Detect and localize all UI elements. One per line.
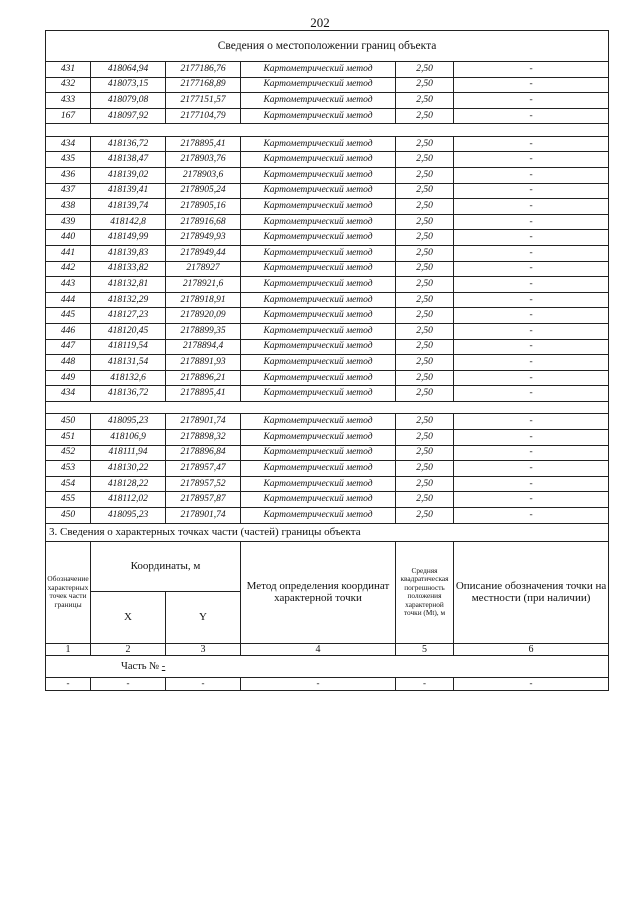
y-coordinate-cell: 2177168,89: [166, 77, 241, 93]
separator-cell: [46, 401, 609, 414]
method-cell: Картометрический метод: [241, 461, 396, 477]
y-coordinate-cell: 2178957,47: [166, 461, 241, 477]
description-cell: -: [454, 461, 609, 477]
header-point-designation: Обозначение характерных точек части границы: [46, 541, 91, 643]
description-cell: -: [454, 292, 609, 308]
method-cell: Картометрический метод: [241, 152, 396, 168]
point-number-cell: 442: [46, 261, 91, 277]
accuracy-cell: 2,50: [396, 430, 454, 446]
method-cell: Картометрический метод: [241, 324, 396, 340]
accuracy-cell: 2,50: [396, 136, 454, 152]
table-row: [46, 108, 609, 124]
method-cell: Картометрический метод: [241, 355, 396, 371]
table-row: [46, 136, 609, 152]
method-cell: Картометрический метод: [241, 508, 396, 524]
column-number: 2: [91, 643, 166, 655]
empty-cell: -: [166, 677, 241, 690]
description-cell: -: [454, 277, 609, 293]
table-row: [46, 152, 609, 168]
table-row: [46, 492, 609, 508]
x-coordinate-cell: 418133,82: [91, 261, 166, 277]
method-cell: Картометрический метод: [241, 230, 396, 246]
point-number-cell: 451: [46, 430, 91, 446]
accuracy-cell: 2,50: [396, 476, 454, 492]
accuracy-cell: 2,50: [396, 77, 454, 93]
point-number-cell: 446: [46, 324, 91, 340]
description-cell: -: [454, 168, 609, 184]
x-coordinate-cell: 418136,72: [91, 386, 166, 402]
accuracy-cell: 2,50: [396, 261, 454, 277]
point-number-cell: 443: [46, 277, 91, 293]
table-row: [46, 292, 609, 308]
boundary-table: [45, 30, 609, 691]
x-coordinate-cell: 418139,41: [91, 183, 166, 199]
empty-cell: -: [91, 677, 166, 690]
description-cell: -: [454, 370, 609, 386]
point-number-cell: 435: [46, 152, 91, 168]
x-coordinate-cell: 418097,92: [91, 108, 166, 124]
method-cell: Картометрический метод: [241, 386, 396, 402]
x-coordinate-cell: 418064,94: [91, 62, 166, 78]
table-row: [46, 77, 609, 93]
part-row: [46, 655, 609, 677]
y-coordinate-cell: 2178921,6: [166, 277, 241, 293]
description-cell: -: [454, 108, 609, 124]
y-coordinate-cell: 2178903,6: [166, 168, 241, 184]
table-row: [46, 508, 609, 524]
table-row: [46, 261, 609, 277]
empty-cell: -: [396, 677, 454, 690]
part-label: Часть №: [121, 660, 160, 672]
x-coordinate-cell: 418119,54: [91, 339, 166, 355]
description-cell: -: [454, 308, 609, 324]
y-coordinate-cell: 2178894,4: [166, 339, 241, 355]
table-row: [46, 355, 609, 371]
y-coordinate-cell: 2178898,32: [166, 430, 241, 446]
description-cell: -: [454, 93, 609, 109]
method-cell: Картометрический метод: [241, 476, 396, 492]
method-cell: Картометрический метод: [241, 261, 396, 277]
point-number-cell: 438: [46, 199, 91, 215]
point-number-cell: 447: [46, 339, 91, 355]
description-cell: -: [454, 199, 609, 215]
page-number: 202: [310, 15, 330, 30]
description-cell: -: [454, 183, 609, 199]
description-cell: -: [454, 214, 609, 230]
accuracy-cell: 2,50: [396, 308, 454, 324]
description-cell: -: [454, 492, 609, 508]
description-cell: -: [454, 230, 609, 246]
group-separator-row: [46, 401, 609, 414]
accuracy-cell: 2,50: [396, 370, 454, 386]
x-coordinate-cell: 418142,8: [91, 214, 166, 230]
table-row: [46, 230, 609, 246]
point-number-cell: 452: [46, 445, 91, 461]
point-number-cell: 450: [46, 508, 91, 524]
accuracy-cell: 2,50: [396, 230, 454, 246]
header-coordinates: Координаты, м: [91, 541, 241, 591]
accuracy-cell: 2,50: [396, 199, 454, 215]
header-accuracy: Средняя квадратическая погрешность положения характерной точки (Мt), м: [396, 541, 454, 643]
point-number-cell: 436: [46, 168, 91, 184]
y-coordinate-cell: 2178927: [166, 261, 241, 277]
description-cell: -: [454, 414, 609, 430]
point-number-cell: 441: [46, 246, 91, 262]
x-coordinate-cell: 418132,6: [91, 370, 166, 386]
y-coordinate-cell: 2178920,09: [166, 308, 241, 324]
method-cell: Картометрический метод: [241, 77, 396, 93]
description-cell: -: [454, 445, 609, 461]
accuracy-cell: 2,50: [396, 168, 454, 184]
accuracy-cell: 2,50: [396, 62, 454, 78]
table-row: [46, 430, 609, 446]
table-row: [46, 183, 609, 199]
table-row: [46, 461, 609, 477]
table-row: [46, 214, 609, 230]
point-number-cell: 455: [46, 492, 91, 508]
table-row: [46, 199, 609, 215]
accuracy-cell: 2,50: [396, 355, 454, 371]
x-coordinate-cell: 418106,9: [91, 430, 166, 446]
x-coordinate-cell: 418095,23: [91, 508, 166, 524]
description-cell: -: [454, 62, 609, 78]
table-row: [46, 277, 609, 293]
x-coordinate-cell: 418138,47: [91, 152, 166, 168]
group-separator-row: [46, 124, 609, 137]
table-row: [46, 246, 609, 262]
method-cell: Картометрический метод: [241, 277, 396, 293]
header-method: Метод определения координат характерной точки: [241, 541, 396, 643]
part-value: -: [161, 660, 166, 672]
accuracy-cell: 2,50: [396, 152, 454, 168]
y-coordinate-cell: 2178891,93: [166, 355, 241, 371]
description-cell: -: [454, 246, 609, 262]
x-coordinate-cell: 418130,22: [91, 461, 166, 477]
description-cell: -: [454, 386, 609, 402]
table-row: [46, 414, 609, 430]
description-cell: -: [454, 77, 609, 93]
method-cell: Картометрический метод: [241, 414, 396, 430]
column-number: 5: [396, 643, 454, 655]
x-coordinate-cell: 418120,45: [91, 324, 166, 340]
point-number-cell: 448: [46, 355, 91, 371]
y-coordinate-cell: 2178957,87: [166, 492, 241, 508]
table-title: Сведения о местоположении границ объекта: [46, 31, 609, 62]
point-number-cell: 453: [46, 461, 91, 477]
y-coordinate-cell: 2177151,57: [166, 93, 241, 109]
y-coordinate-cell: 2178918,91: [166, 292, 241, 308]
y-coordinate-cell: 2178895,41: [166, 386, 241, 402]
y-coordinate-cell: 2177186,76: [166, 62, 241, 78]
x-coordinate-cell: 418128,22: [91, 476, 166, 492]
y-coordinate-cell: 2178895,41: [166, 136, 241, 152]
header-x: X: [91, 591, 166, 643]
accuracy-cell: 2,50: [396, 277, 454, 293]
x-coordinate-cell: 418095,23: [91, 414, 166, 430]
x-coordinate-cell: 418132,81: [91, 277, 166, 293]
point-number-cell: 454: [46, 476, 91, 492]
y-coordinate-cell: 2178949,93: [166, 230, 241, 246]
table-row: [46, 339, 609, 355]
point-number-cell: 432: [46, 77, 91, 93]
description-cell: -: [454, 136, 609, 152]
table-row: [46, 445, 609, 461]
method-cell: Картометрический метод: [241, 370, 396, 386]
accuracy-cell: 2,50: [396, 508, 454, 524]
header-description: Описание обозначения точки на местности (при наличии): [454, 541, 609, 643]
y-coordinate-cell: 2178957,52: [166, 476, 241, 492]
method-cell: Картометрический метод: [241, 430, 396, 446]
accuracy-cell: 2,50: [396, 445, 454, 461]
x-coordinate-cell: 418139,74: [91, 199, 166, 215]
description-cell: -: [454, 324, 609, 340]
description-cell: -: [454, 261, 609, 277]
table-row: [46, 386, 609, 402]
method-cell: Картометрический метод: [241, 492, 396, 508]
method-cell: Картометрический метод: [241, 136, 396, 152]
table-row: [46, 168, 609, 184]
column-number: 4: [241, 643, 396, 655]
column-number: 1: [46, 643, 91, 655]
point-number-cell: 434: [46, 136, 91, 152]
accuracy-cell: 2,50: [396, 339, 454, 355]
table-row: [46, 62, 609, 78]
y-coordinate-cell: 2177104,79: [166, 108, 241, 124]
method-cell: Картометрический метод: [241, 183, 396, 199]
method-cell: Картометрический метод: [241, 445, 396, 461]
method-cell: Картометрический метод: [241, 292, 396, 308]
point-number-cell: 433: [46, 93, 91, 109]
description-cell: -: [454, 339, 609, 355]
description-cell: -: [454, 476, 609, 492]
y-coordinate-cell: 2178899,35: [166, 324, 241, 340]
point-number-cell: 444: [46, 292, 91, 308]
empty-cell: -: [241, 677, 396, 690]
method-cell: Картометрический метод: [241, 246, 396, 262]
method-cell: Картометрический метод: [241, 214, 396, 230]
x-coordinate-cell: 418131,54: [91, 355, 166, 371]
x-coordinate-cell: 418073,15: [91, 77, 166, 93]
accuracy-cell: 2,50: [396, 108, 454, 124]
point-number-cell: 440: [46, 230, 91, 246]
y-coordinate-cell: 2178949,44: [166, 246, 241, 262]
x-coordinate-cell: 418139,83: [91, 246, 166, 262]
x-coordinate-cell: 418111,94: [91, 445, 166, 461]
method-cell: Картометрический метод: [241, 62, 396, 78]
point-number-cell: 437: [46, 183, 91, 199]
point-number-cell: 445: [46, 308, 91, 324]
accuracy-cell: 2,50: [396, 246, 454, 262]
point-number-cell: 450: [46, 414, 91, 430]
accuracy-cell: 2,50: [396, 93, 454, 109]
accuracy-cell: 2,50: [396, 324, 454, 340]
point-number-cell: 434: [46, 386, 91, 402]
column-number: 3: [166, 643, 241, 655]
x-coordinate-cell: 418127,23: [91, 308, 166, 324]
y-coordinate-cell: 2178905,16: [166, 199, 241, 215]
table-row: [46, 476, 609, 492]
accuracy-cell: 2,50: [396, 492, 454, 508]
x-coordinate-cell: 418112,02: [91, 492, 166, 508]
accuracy-cell: 2,50: [396, 292, 454, 308]
y-coordinate-cell: 2178905,24: [166, 183, 241, 199]
point-number-cell: 439: [46, 214, 91, 230]
table-row: [46, 93, 609, 109]
y-coordinate-cell: 2178903,76: [166, 152, 241, 168]
x-coordinate-cell: 418149,99: [91, 230, 166, 246]
header-y: Y: [166, 591, 241, 643]
method-cell: Картометрический метод: [241, 308, 396, 324]
point-number-cell: 167: [46, 108, 91, 124]
y-coordinate-cell: 2178896,21: [166, 370, 241, 386]
table-row: [46, 324, 609, 340]
y-coordinate-cell: 2178896,84: [166, 445, 241, 461]
x-coordinate-cell: 418136,72: [91, 136, 166, 152]
description-cell: -: [454, 152, 609, 168]
description-cell: -: [454, 508, 609, 524]
accuracy-cell: 2,50: [396, 414, 454, 430]
section-3-title: 3. Сведения о характерных точках части (частей) границы объекта: [46, 523, 609, 541]
empty-cell: -: [454, 677, 609, 690]
column-number: 6: [454, 643, 609, 655]
description-cell: -: [454, 355, 609, 371]
method-cell: Картометрический метод: [241, 339, 396, 355]
accuracy-cell: 2,50: [396, 183, 454, 199]
method-cell: Картометрический метод: [241, 108, 396, 124]
method-cell: Картометрический метод: [241, 199, 396, 215]
y-coordinate-cell: 2178901,74: [166, 508, 241, 524]
method-cell: Картометрический метод: [241, 168, 396, 184]
point-number-cell: 431: [46, 62, 91, 78]
x-coordinate-cell: 418132,29: [91, 292, 166, 308]
separator-cell: [46, 124, 609, 137]
accuracy-cell: 2,50: [396, 461, 454, 477]
y-coordinate-cell: 2178901,74: [166, 414, 241, 430]
accuracy-cell: 2,50: [396, 386, 454, 402]
table-row: [46, 308, 609, 324]
table-row: [46, 370, 609, 386]
accuracy-cell: 2,50: [396, 214, 454, 230]
point-number-cell: 449: [46, 370, 91, 386]
y-coordinate-cell: 2178916,68: [166, 214, 241, 230]
x-coordinate-cell: 418079,08: [91, 93, 166, 109]
empty-cell: -: [46, 677, 91, 690]
method-cell: Картометрический метод: [241, 93, 396, 109]
description-cell: -: [454, 430, 609, 446]
x-coordinate-cell: 418139,02: [91, 168, 166, 184]
